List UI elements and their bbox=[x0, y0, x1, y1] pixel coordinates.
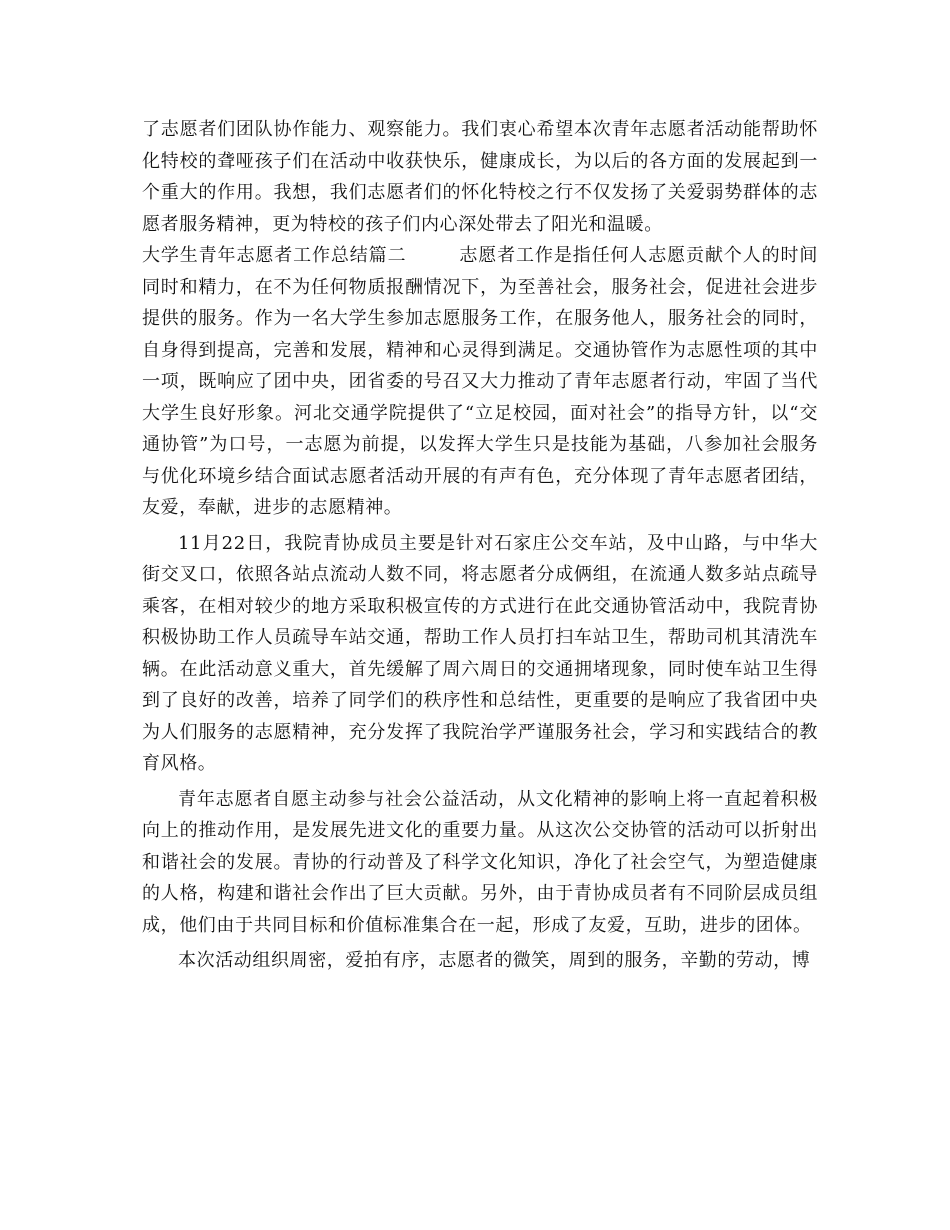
section-two-text: 志愿者工作是指任何人志愿贡献个人的时间同时和精力，在不为任何物质报酬情况下，为至善社会，服务社会，促进社会进步提供的服务。作为一名大学生参加志愿服务工作，在服务他人，服务社会的同时，自身得到提高，完善和发展，精神和心灵得到满足。交通协管作为志愿性项的其中一项，既响应了团中央，团省委的号召又大力推动了青年志愿者行动，牢固了当代大学生良好形象。河北交通学院提供了“立足校园，面对社会”的指导方针，以“交通协管”为口号，一志愿为前提，以发挥大学生只是技能为基础，八参加社会服务与优化环境乡结合面试志愿者活动开展的有声有色，充分体现了青年志愿者团结，友爱，奉献，进步的志愿精神。 bbox=[142, 245, 818, 518]
section-heading: 大学生青年志愿者工作总结篇二 bbox=[142, 245, 407, 266]
paragraph-continuation: 了志愿者们团队协作能力、观察能力。我们衷心希望本次青年志愿者活动能帮助怀化特校的聋哑孩子们在活动中收获快乐，健康成长，为以后的各方面的发展起到一个重大的作用。我想，我们志愿者们的怀化特校之行不仅发扬了关爱弱势群体的志愿者服务精神，更为特校的孩子们内心深处带去了阳光和温暖。 bbox=[142, 119, 818, 235]
paragraph-event-details: 11月22日，我院青协成员主要是针对石家庄公交车站，及中山路，与中华大街交叉口，依照各站点流动人数不同，将志愿者分成俩组，在流通人数多站点疏导乘客，在相对较少的地方采取积极宣传的方式进行在此交通协管活动中，我院青协积极协助工作人员疏导车站交通，帮助工作人员打扫车站卫生，帮助司机其清洗车辆。在此活动意义重大，首先缓解了周六周日的交通拥堵现象，同时使车站卫生得到了良好的改善，培养了同学们的秩序性和总结性，更重要的是响应了我省团中央为人们服务的志愿精神，充分发挥了我院治学严谨服务社会，学习和实践结合的教育风格。 bbox=[142, 532, 818, 774]
heading-gap bbox=[406, 245, 459, 266]
paragraph-section-two bbox=[142, 240, 818, 524]
document-body bbox=[142, 114, 818, 977]
paragraph-significance: 青年志愿者自愿主动参与社会公益活动，从文化精神的影响上将一直起着积极向上的推动作用，是发展先进文化的重要力量。从这次公交协管的活动可以折射出和谐社会的发展。青协的行动普及了科学文化知识，净化了社会空气，为塑造健康的人格，构建和谐社会作出了巨大贡献。另外，由于青协成员者有不同阶层成员组成，他们由于共同目标和价值标准集合在一起，形成了友爱，互助，进步的团体。 bbox=[142, 788, 818, 936]
paragraph-closing-fragment: 本次活动组织周密，爱拍有序，志愿者的微笑，周到的服务，辛勤的劳动，博 bbox=[178, 950, 811, 971]
